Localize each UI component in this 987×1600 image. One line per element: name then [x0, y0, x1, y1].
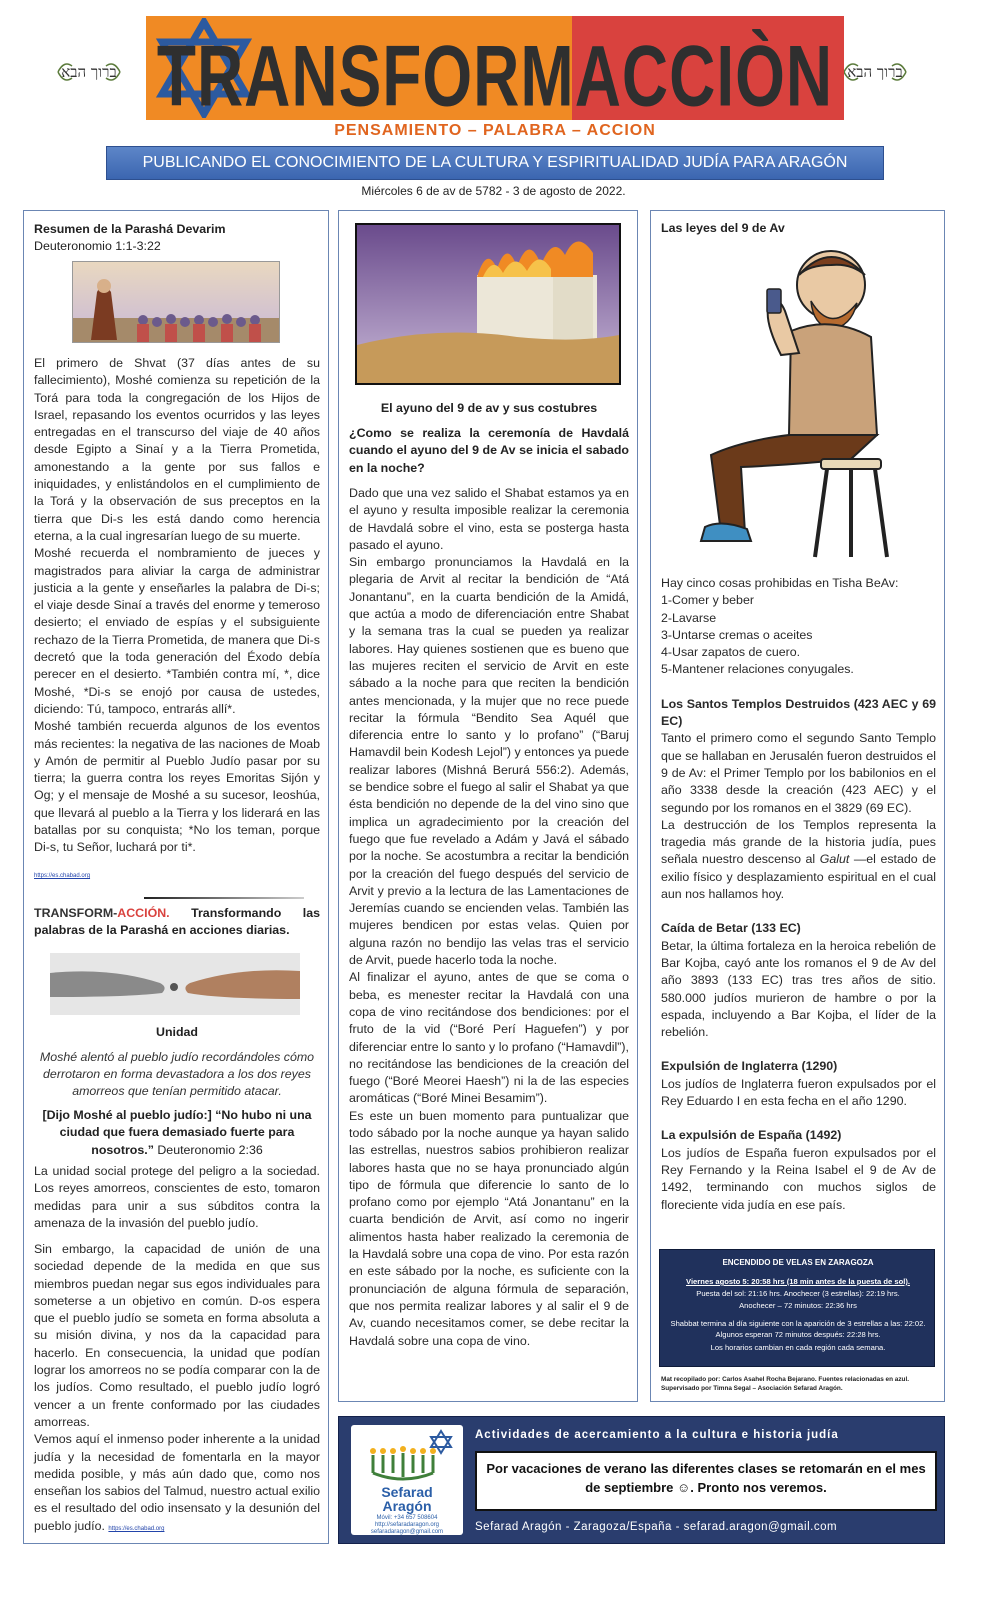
section-title: La expulsión de España (1492) [661, 1128, 842, 1143]
list-item: 5-Mantener relaciones conyugales. [661, 662, 854, 677]
unidad-paragraph-1: La unidad social protege del peligro a la sociedad. Los reyes amorreos, conscientes de esto, tomaron medidas para unir a sus súbditos contra la amenaza de la invasión del pueblo judío. [34, 1164, 320, 1230]
section-title: Caída de Betar (133 EC) [661, 921, 801, 936]
havdala-question: ¿Como se realiza la ceremonía de Havdalá cuando el ayuno del 9 de Av se inicia el sabado en la noche? [349, 426, 629, 475]
list-item: 4-Usar zapatos de cuero. [661, 645, 801, 660]
blessing-left: ברוך הבא [54, 58, 124, 86]
man-reading-illustration [681, 245, 913, 565]
masthead-title: TRANSFORMACCIÒN [156, 27, 834, 125]
hands-image [50, 953, 300, 1015]
issue-date: Miércoles 6 de av de 5782 - 3 de agosto de 2022. [361, 184, 626, 198]
unidad-paragraph-2: Sin embargo, la capacidad de unión de una sociedad depende de la medida en que sus miembros puedan negar sus egos individuales para someterse a un objetivo en común. D-os espera que el pueblo judío se someta en forma absoluta a su misión divina, y nos da la capacidad para hacerlo. En consecuencia, la unidad que podían lograr los amorreos no se podía comparar con la de los judíos. Como resultado, el pueblo judío logró vencer a un frente conformado por las ciudades amorreas. Vemos aquí el inmenso poder inherente a la unidad judía y la necesidad de fomentarla en la mayor medida posible, y más aún dado que, como nos enseñan los sabios del Talmud, nuestro actual exilio es el resultado del odio insensato y la desunión del pueblo judío. https://es.chabad.org [34, 1242, 320, 1533]
credits: Mat recopilado por: Carlos Asahel Rocha Bejarano. Fuentes relacionadas en azul. Supervisado por Timna Segal – Asociación Sefarad Aragón. [661, 1376, 909, 1392]
unidad-verse: [Dijo Moshé al pueblo judío:] “No hubo ni una ciudad que fuera demasiado fuerte para nosotros.” Deuteronomio 2:36 [42, 1108, 312, 1157]
parasha-summary: El primero de Shvat (37 días antes de su fallecimiento), Moshé comienza su repetición de la Torá para toda la congregación de los Hijos de Israel, repasando los eventos ocurridos y las leyes entregadas en el transcurso del viaje de 40 años desde Egipto a Sinaí y a la Tierra Prometida, amonestando a la gente por sus fallos e iniquidades, y enlistándolos en el cumplimiento de la Torá y la observación de sus preceptos en la tierra que Di-s les está dando como herencia eterna, a la cual ingresarían luego de su muerte. Moshé recuerda el nombramiento de jueces y magistrados para aliviar la carga de administrar justicia a la gente y enseñarles la palabra de Di-s; el viaje desde Sinaí a través del enorme y temeroso desierto; el enviado de espías y el subsiguiente rechazo de la Tierra Prometida, de manera que Di-s decretó que la toda generación del Éxodo debía perecer en el desierto. *También contra mí, *, dice Moshé, *Di-s se enojó por causa de ustedes, diciendo: Tú, tampoco, entrarás allí*. Moshé también recuerda algunos de los eventos más recientes: la negativa de las naciones de Moab y Amón de permitir al Pueblo Judío pasar por su tierra; la guerra contra los reyes Emoritas Sijón y Og; y el mensaje de Moshé a su sucesor, Ieoshúa, que llevará al pueblo a la Tierra y los liderará en las batallas por su conquista; *No los teman, porque Di-s, tu Señor, luchará por ti*. [34, 356, 320, 855]
masthead [146, 16, 844, 125]
list-item: 1-Comer y beber [661, 593, 754, 608]
source-link[interactable]: https://es.chabad.org [108, 1525, 165, 1532]
ad-message-box: Por vacaciones de verano las diferentes clases se retomarán en el mes de septiembre ☺. Pronto nos veremos. [475, 1451, 937, 1511]
transformaccion-intro: TRANSFORM-ACCIÓN. Transformando las palabras de la Parashá en acciones diarias. [34, 906, 320, 937]
list-item: 3-Untarse cremas o aceites [661, 627, 813, 642]
column-leyes [650, 210, 945, 1402]
section-title: Expulsión de Inglaterra (1290) [661, 1059, 838, 1074]
sefarad-aragon-logo: Sefarad Aragón Móvil: +34 657 508604 http://sefaradaragon.org sefaradaragon@gmail.com [351, 1425, 463, 1535]
unidad-quote: Moshé alentó al pueblo judío recordándoles cómo derrotaron en forma devastadora a los dos reyes amorreos que tenían permitido atacar. [39, 1050, 315, 1098]
sefarad-aragon-ad [338, 1416, 945, 1544]
column-parasha [23, 210, 329, 1544]
havdala-text: Dado que una vez salido el Shabat estamos ya en el ayuno y resulta imposible realizar la ceremonia de Havdalá sobre el vino, esta se posterga hasta pasado el ayuno. Sin embargo pronunciamos la Havdalá en la plegaria de Arvit al recitar la bendición de “Atá Jonantanu”, en la cuarta bendición de la Amidá, que actúa a modo de diferenciación entre Shabat y la semana tras la cual se pueden ya realizar labores. Hay quienes sostienen que es bueno que las mujeres reciten el servicio de Arvit en este sábado a la noche para que reciten la bendición antes mencionada, y la mujer que no rece puede recitar la fórmula “Bendito Sea Aquél que diferencia entre lo santo y lo profano” (“Baruj Hamavdil bein Kodesh Lejol”) y entonces ya puede realizar labores (Mishná Berurá 556:2). Además, se bendice sobre el fuego al salir el Shabat ya que ésta bendición no depende de la del vino sino que implica un agradecimiento por la creación del fuego que fue revelado a Adám y Javá el sábado por la noche. Se acostumbra a recitar la bendición por la creación del fuego después del servicio de Arvit y previo a la lectura de las Lamentaciones de Jeremías cuando se encienden velas. También las mujeres bendicen por estas velas. Quien por alguna razón no bendijo las velas tras el servicio de Arvit, puede hacerlo toda la noche. Al finalizar el ayuno, antes de que se coma o beba, es menester recitar la Havdalá con una copa de vino recitándose dos bendiciones: por el fruto de la vid (“Boré Perí Haguefen”) y por diferenciar entre lo santo y lo profano (“Hamavdil”), no recitándose las bendiciones de la creación del fuego (“Boré Meorei Haesh”) ni la de las especies aromáticas (“Boré Minei Besamim”). Es este un buen momento para puntualizar que todo sábado por la noche aunque ya hayan salido las estrellas, nuestros sabios prohibieron realizar labores hasta que no se haya pronunciado algún tipo de fórmula que diferencie lo santo de lo profano como por ejemplo “Atá Jonantanu” en la cuarta bendición de Arvit, así como no ingerir alimentos hasta haber realizado la ceremonia de la Havdalá sobre una copa de vino. Por esta razón en este sábado por la noche, es suficiente con la pronunciación de alguna fórmula de separación, que nos permita realizar labores y al salir el 9 de Av, cuando necesitamos comer, se debe recitar la Havdalá sobre una copa de vino. [349, 486, 629, 1348]
leaf-ornament-icon [840, 58, 910, 86]
candle-lighting-box: ENCENDIDO DE VELAS EN ZARAGOZA Viernes agosto 5: 20:58 hrs (18 min antes de la puesta de sol). Puesta del sol: 21:16 hrs. Anochecer (3 estrellas): 22:19 hrs. Anochecer – 72 minutos: 22:36 hrs Shabbat termina al día siguiente con la aparición de 3 estrellas a las: 22:02. Algunos esperan 72 minutos después: 22:28 hrs. Los horarios cambian en cada región cada semana. [659, 1249, 935, 1367]
menorah-star-icon [351, 1425, 463, 1483]
parasha-heading: Resumen de la Parashá Devarim Deuteronomio 1:1-3:22 [34, 222, 226, 253]
masthead-subtitle: PENSAMIENTO – PALABRA – ACCION [334, 122, 656, 139]
divider [144, 897, 304, 899]
section-title: Los Santos Templos Destruidos (423 AEC y 69 EC) [661, 696, 936, 729]
leyes-text: Hay cinco cosas prohibidas en Tisha BeAv: 1-Comer y beber 2-Lavarse 3-Untarse cremas o aceites 4-Usar zapatos de cuero. 5-Mantener relaciones conyugales. Los Santos Templos Destruidos (423 AEC y 69 EC) Tanto el primero como el segundo Santo Templo que se hallaban en Jerusalén fueron destruidos el 9 de Av: el Primer Templo por los babilonios en el año 3338 desde la creación (423 AEC) y el segundo por los romanos en el 3829 (69 EC). La destrucción de los Templos representa la tragedia más grande de la historia judía, pues señala nuestro descenso al Galut —el estado de exilio físico y desplazamiento espiritual en el cual aun nos hallamos hoy. Caída de Betar (133 EC) Betar, la última fortaleza en la heroica rebelión de Bar Kojba, cayó ante los romanos el 9 de Av del año 3893 (133 EC) tras tres años de sitio. 580.000 judíos murieron de hambre o por la espada, incluyendo a Bar Kojba, el líder de la rebelión. Expulsión de Inglaterra (1290) Los judíos de Inglaterra fueron expulsados por el Rey Eduardo I en esta fecha en el año 1290. La expulsión de España (1492) Los judíos de España fueron expulsados por el Rey Fernando y la Reina Isabel el 9 de Av de 1492, terminando con muchos siglos de floreciente vida judía en ese país. [661, 576, 936, 1212]
moses-painting-image [72, 261, 280, 343]
source-link[interactable]: https://es.chabad.org [34, 873, 91, 879]
ad-footer: Sefarad Aragón - Zaragoza/España - sefarad.aragon@gmail.com [475, 1521, 838, 1533]
mission-banner: PUBLICANDO EL CONOCIMIENTO DE LA CULTURA Y ESPIRITUALIDAD JUDÍA PARA ARAGÓN [106, 146, 884, 180]
leyes-heading: Las leyes del 9 de Av [661, 221, 785, 235]
unidad-heading: Unidad [156, 1025, 198, 1039]
column-ayuno [338, 210, 638, 1402]
blessing-right: ברוך הבא [840, 58, 910, 86]
ayuno-caption: El ayuno del 9 de av y sus costubres [380, 401, 598, 415]
leaf-ornament-icon [54, 58, 124, 86]
list-item: 2-Lavarse [661, 610, 717, 625]
burning-temple-image [355, 223, 621, 385]
ad-title: Actividades de acercamiento a la cultura e historia judía [475, 1429, 839, 1441]
